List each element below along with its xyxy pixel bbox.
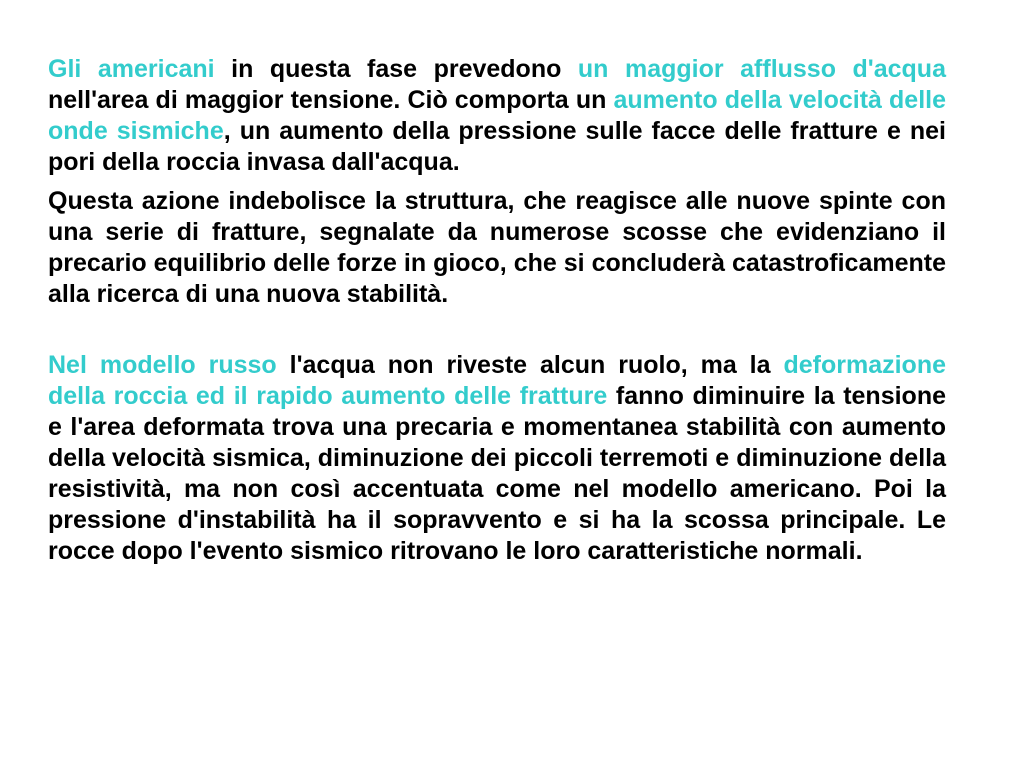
highlight-deformazione-roccia: deformazione della roccia ed il rapido aumento delle fratture (48, 351, 946, 410)
text-segment: nell'area di maggior tensione. Ciò comporta un (48, 86, 614, 114)
paragraph-russian-model (48, 350, 946, 567)
text-segment: l'acqua non riveste alcun ruolo, ma la (276, 351, 784, 379)
text-segment: , un aumento della pressione sulle facce delle fratture e nei pori della roccia invasa dall'acqua. (48, 117, 946, 176)
highlight-gli-americani: Gli americani (48, 55, 215, 83)
text-segment: in questa fase prevedono (214, 55, 578, 83)
highlight-maggior-afflusso: un maggior afflusso d'acqua (577, 55, 946, 83)
paragraph-spacer (48, 178, 946, 186)
paragraph-structure-weakening (48, 186, 946, 310)
text-segment: Questa azione indebolisce la struttura, che reagisce alle nuove spinte con una serie di fratture, segnalate da numerose scosse che evidenziano il precario equilibrio delle forze in gioco, che si concluderà catastroficamente alla ricerca di una nuova stabilità. (48, 187, 946, 308)
highlight-modello-russo: Nel modello russo (48, 351, 277, 379)
text-segment: fanno diminuire la tensione e l'area deformata trova una precaria e momentanea stabilità con aumento della velocità sismica, diminuzione dei piccoli terremoti e diminuzione della resistività, ma non così accentuata come nel modello americano. Poi la pressione d'instabilità ha il sopravvento e si ha la scossa principale. Le rocce dopo l'evento sismico ritrovano le loro caratteristiche normali. (48, 382, 946, 565)
highlight-aumento-velocita: aumento della velocità delle onde sismiche (48, 86, 946, 145)
slide-body (48, 54, 946, 567)
paragraph-spacer (48, 310, 946, 350)
paragraph-american-model (48, 54, 946, 178)
